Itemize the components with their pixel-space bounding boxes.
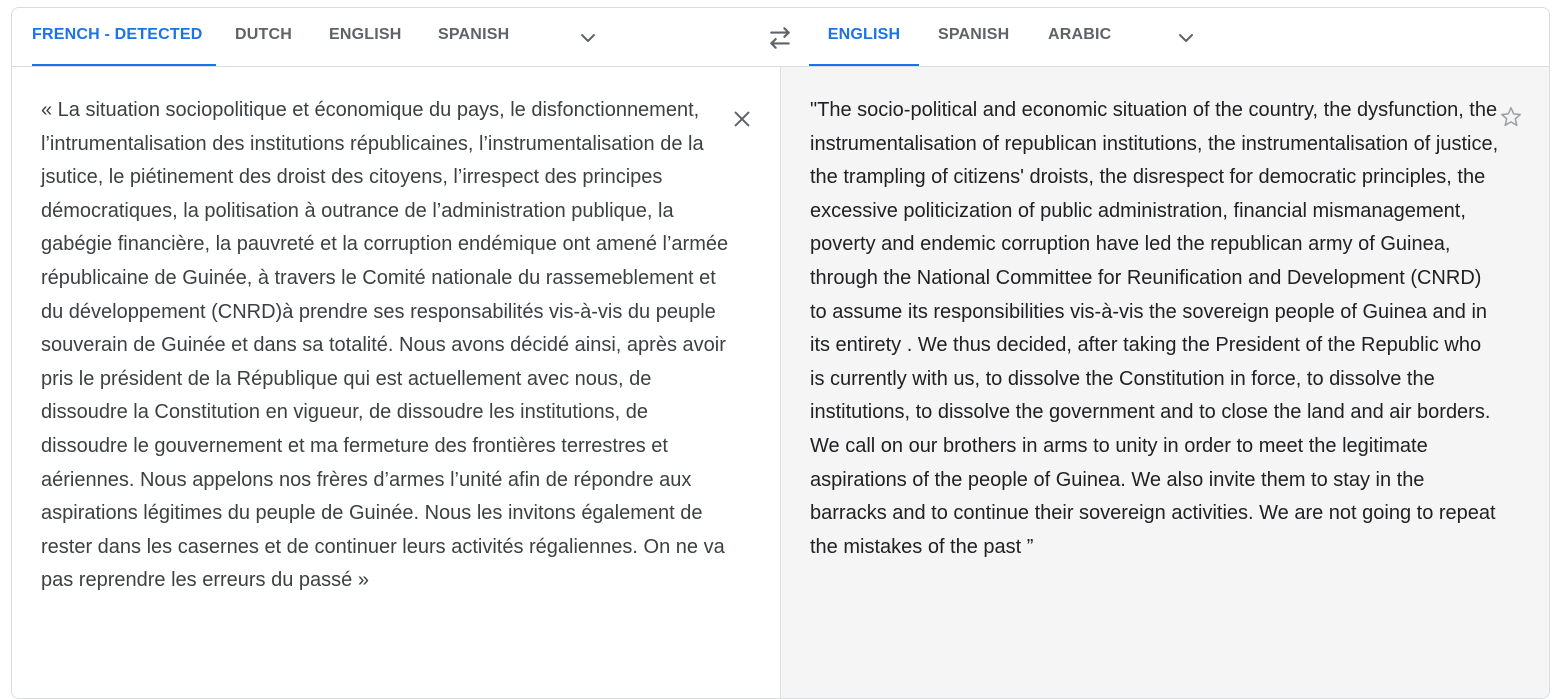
chevron-down-icon [1174, 26, 1198, 50]
target-tab-spanish[interactable]: SPANISH [938, 26, 1010, 43]
source-tab-spanish[interactable]: SPANISH [438, 26, 510, 43]
target-tab-english[interactable]: ENGLISH [809, 8, 919, 66]
source-more-languages-button[interactable] [572, 22, 604, 54]
translation-text: "The socio-political and economic situation of the country, the dysfunction, the instrumentalisation of republican institutions, the instrumentalisation of justice, the trampling of citizens' droists, the disrespect for democratic principles, the excessive politicization of public administration, financial mismanagement, poverty and endemic corruption have led the republican army of Guinea, through the National Committee for Reunification and Development (CNRD) to assume its responsibilities vis-à-vis the sovereign people of Guinea and in its entirety . We thus decided, after taking the President of the Republic who is currently with us, to dissolve the Constitution in force, to dissolve the institutions, to dissolve the government and to close the land and air borders. We call on our brothers in arms to unity in order to meet the legitimate aspirations of the people of Guinea. We also invite them to stay in the barracks and to continue their sovereign activities. We are not going to repeat the mistakes of the past ” [810, 99, 1499, 558]
save-translation-button[interactable] [1495, 101, 1527, 133]
star-icon [1499, 105, 1523, 129]
chevron-down-icon [576, 26, 600, 50]
source-tab-french-detected[interactable]: FRENCH - DETECTED [32, 8, 216, 66]
language-bar [12, 8, 1549, 67]
close-icon [731, 108, 753, 130]
swap-languages-icon [767, 25, 793, 51]
target-more-languages-button[interactable] [1170, 22, 1202, 54]
translation-pane [781, 67, 1549, 699]
translator-panel [11, 7, 1550, 699]
swap-languages-button[interactable] [762, 20, 798, 56]
source-tab-english[interactable]: ENGLISH [329, 26, 402, 43]
source-pane[interactable] [12, 67, 780, 699]
source-tab-dutch[interactable]: DUTCH [235, 26, 292, 43]
source-text-input[interactable]: « La situation sociopolitique et économique du pays, le disfonctionnement, l’intrumentalisation des institutions républicaines, l’instrumentalisation de la jsutice, le piétinement des droist des citoyens, l’irrespect des principes démocratiques, la politisation à outrance de l’administration publique, la gabégie financière, la pauvreté et la corruption endémique ont amené l’armée républicaine de Guinée, à travers le Comité nationale du rassemeblement et du développement (CNRD)à prendre ses responsabilités vis-à-vis du peuple souverain de Guinée et dans sa totalité. Nous avons décidé ainsi, après avoir pris le président de la République qui est actuellement avec nous, de dissoudre la Constitution en vigueur, de dissoudre les institutions, de dissoudre le gouvernement et ma fermeture des frontières terrestres et aériennes. Nous appelons nos frères d’armes l’unité afin de répondre aux aspirations légitimes du peuple de Guinée. Nous les invitons également de rester dans les casernes et de continuer leurs activités régaliennes. On ne va pas reprendre les erreurs du passé » [41, 99, 729, 592]
target-tab-arabic[interactable]: ARABIC [1048, 26, 1112, 43]
clear-source-button[interactable] [726, 103, 758, 135]
